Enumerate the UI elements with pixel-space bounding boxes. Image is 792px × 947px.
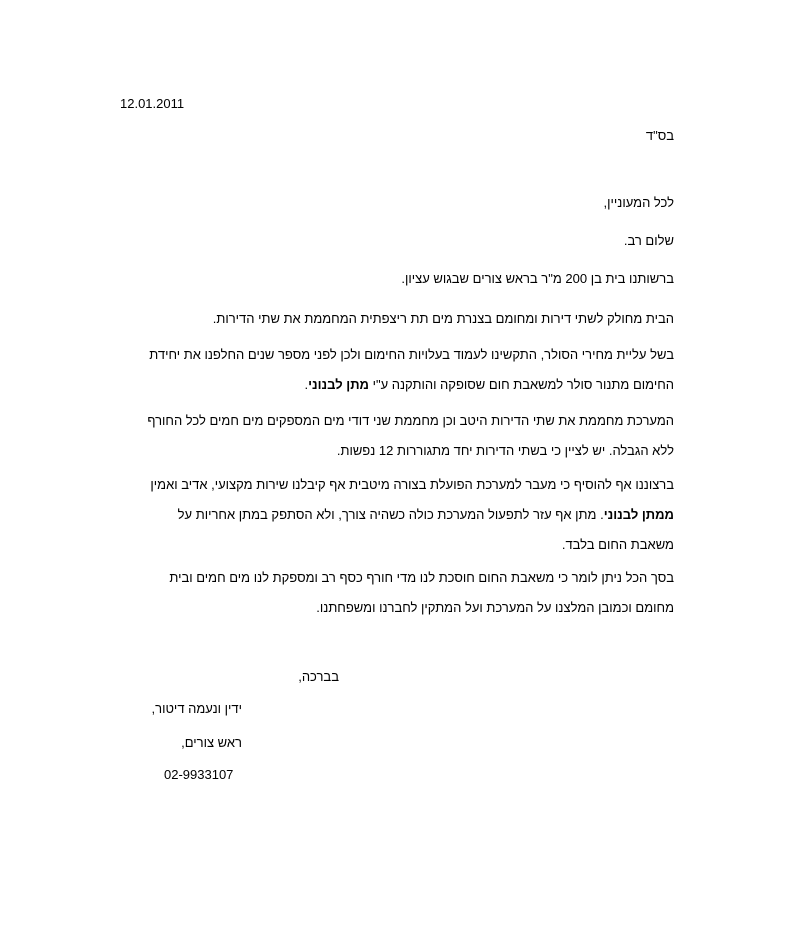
paragraph-3-text: החימום מתנור סולר למשאבת חום שסופקה והותקנה ע"י [372,377,674,392]
paragraph-4-line-2: ללא הגבלה. יש לציין כי בשתי הדירות יחד מתגוררות 12 נפשות. [336,443,674,458]
paragraph-2: הבית מחולק לשתי דירות ומחומם בצנרת מים תת ריצפתית המחממת את שתי הדירות. [212,311,674,326]
paragraph-3 [122,340,674,400]
letter-location: ראש צורים, [181,735,242,750]
paragraph-3-line-2 [122,370,674,400]
paragraph-6 [122,563,674,623]
paragraph-3-line-1: בשל עליית מחירי הסולר, התקשינו לעמוד בעלויות החימום ולכן לפני מספר שנים החלפנו את יחידת [149,347,674,362]
paragraph-5-line-2 [122,500,674,530]
paragraph-6-line-2: מחומם וכמובן המלצנו על המערכת ועל המתקין לחברנו ומשפחתנו. [316,600,674,615]
letter-signers: ידין ונעמה דיטור, [151,701,242,716]
paragraph-5-line-1: ברצוננו אף להוסיף כי מעבר למערכת הפועלת בצורה מיטבית אף קיבלנו שירות מקצועי, אדיב ואמין [150,477,674,492]
letter-greeting: לכל המעוניין, [603,195,674,210]
paragraph-3-period: . [304,377,309,392]
letter-phone: 02-9933107 [164,767,234,782]
installer-name-bold: מתן לבנוני [308,377,369,392]
paragraph-4-line-1: המערכת מחממת את שתי הדירות היטב וכן מחממת שני דודי מים המספקים מים חמים לכל החורף [147,413,674,428]
paragraph-5-text: . מתן אף עזר לתפעול המערכת כולה כשהיה צורך, ולא הסתפק במתן אחריות על [177,507,604,522]
installer-name-bold-2: ממתן לבנוני [603,507,674,522]
paragraph-6-line-1: בסך הכל ניתן לומר כי משאבת החום חוסכת לנו מדי חורף כסף רב ומספקת לנו מים חמים ובית [169,570,674,585]
paragraph-1: ברשותנו בית בן 200 מ"ר בראש צורים שבגוש עציון. [401,271,674,286]
paragraph-4 [122,406,674,466]
paragraph-5 [122,470,674,560]
paragraph-5-line-3: משאבת החום בלבד. [561,537,674,552]
letter-salutation: שלום רב. [623,233,674,248]
letter-header-bsd: בס"ד [645,128,674,143]
letter-date: 12.01.2011 [120,96,185,111]
letter-closing: בברכה, [298,669,339,684]
